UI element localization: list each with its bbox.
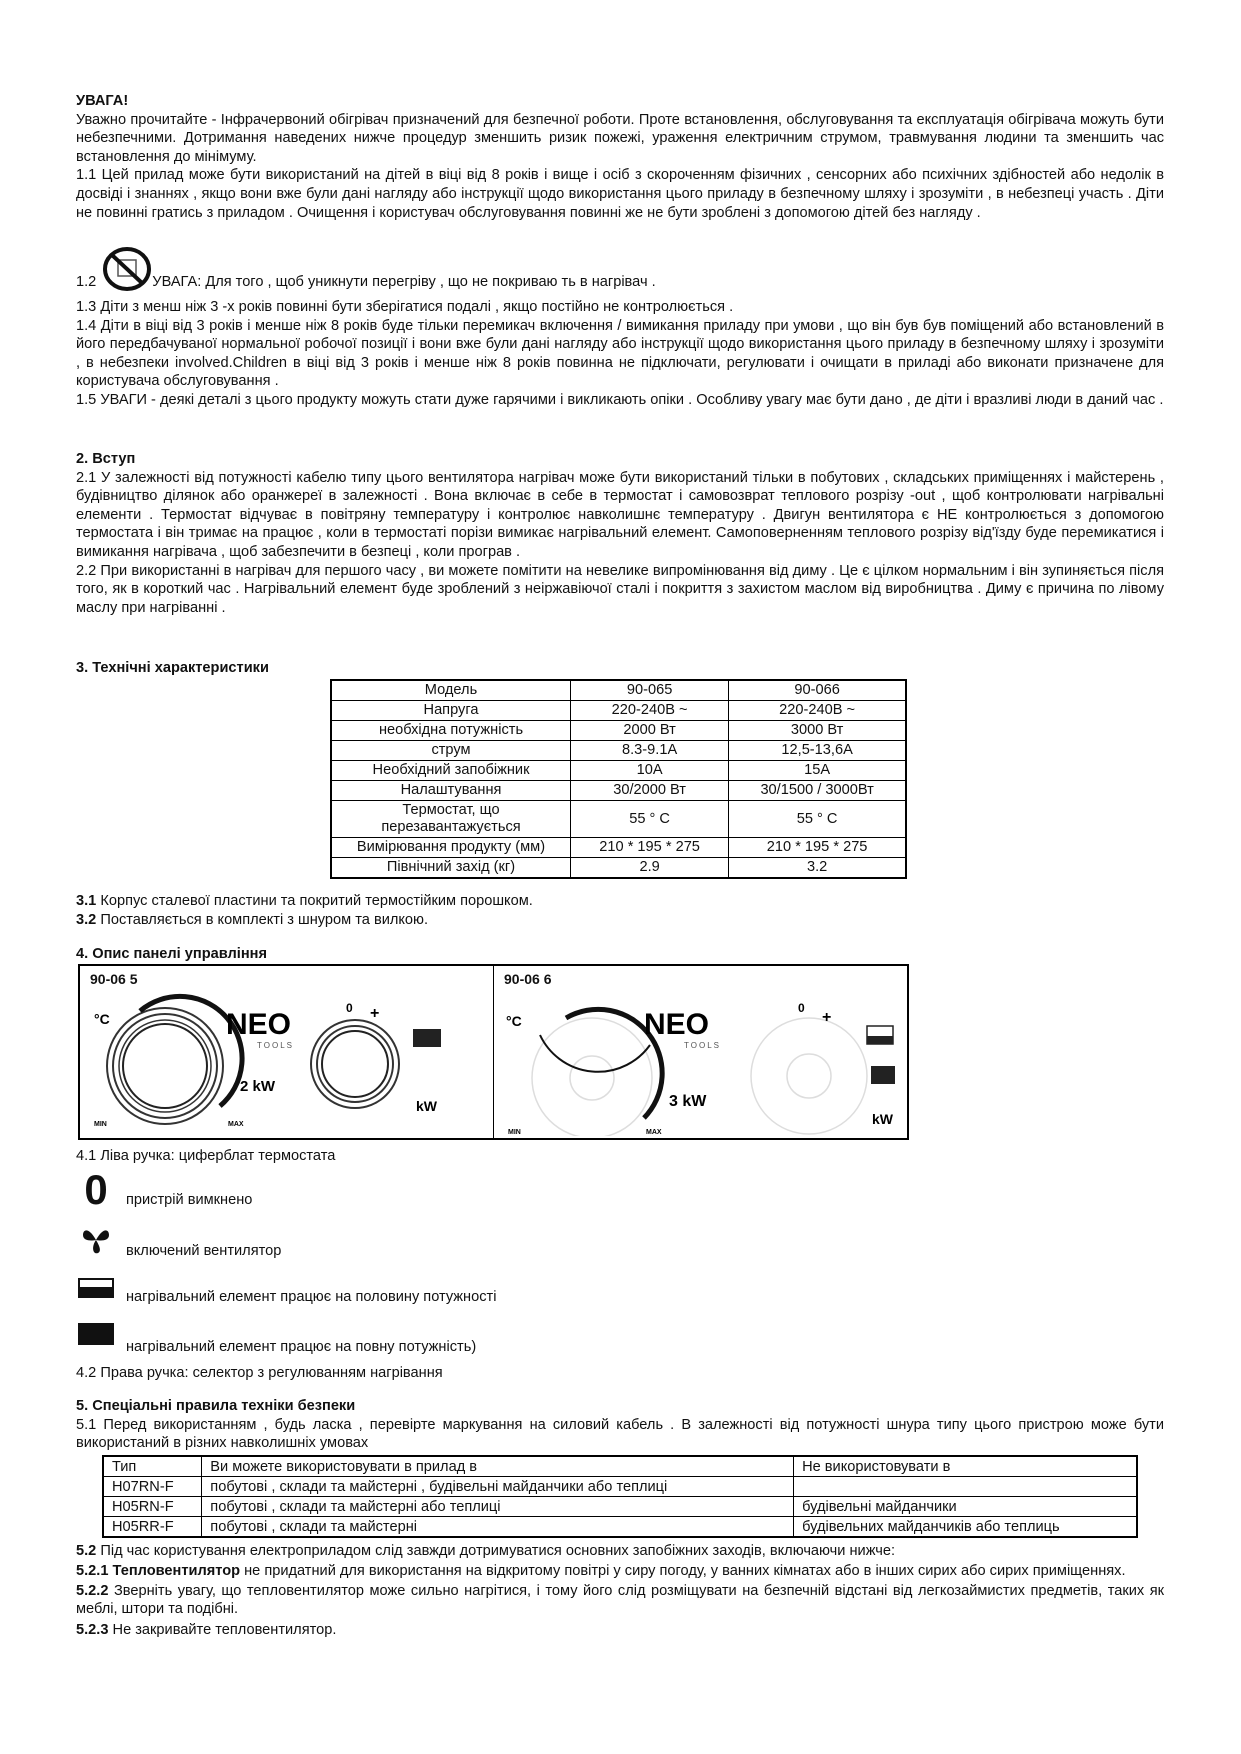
warning-intro: Уважно прочитайте - Інфрачервоний обігрівач призначений для безпечної роботи. Проте встановлення, обслуговування та експлуатація обігрівача можуть бути небезпечними. Дотримання наведених нижче процедур зменшить ризик пожежі, ураження електричним струмом, травмування людини та зменшить час встановлення до мінімуму. xyxy=(76,111,1164,165)
full-power-mark xyxy=(871,1066,895,1084)
control-panel-figure xyxy=(78,964,909,1140)
note-3-1-number: 3.1 xyxy=(76,893,97,909)
zero-glyph: 0 xyxy=(84,1166,108,1213)
section-warning xyxy=(76,92,1164,222)
neo-logo: NEO xyxy=(226,1008,292,1041)
celsius-label: °C xyxy=(506,1013,522,1029)
thermostat-dial xyxy=(532,1009,662,1136)
power-selector-dial xyxy=(311,1020,399,1108)
para-1-2-text: УВАГА: Для того , щоб уникнути перегріву , що не покриваю ть в нагрівач . xyxy=(152,274,656,291)
kw-label: kW xyxy=(416,1098,437,1114)
celsius-label: °C xyxy=(94,1011,110,1027)
off-label: 0 xyxy=(798,1001,805,1015)
min-label: MIN xyxy=(508,1129,521,1136)
cable-row xyxy=(103,1477,1137,1497)
para-4-2-text: 4.2 Права ручка: селектор з регулюванням нагрівання xyxy=(76,1365,443,1381)
specs-notes xyxy=(76,892,1164,929)
para-1-2-number: 1.2 xyxy=(76,274,97,291)
note-3-2-number: 3.2 xyxy=(76,911,97,928)
panel-90-065 xyxy=(80,966,493,1138)
para-5-2 xyxy=(76,1542,1164,1561)
note-3-1-text: Корпус сталевої пластини та покритий термостійким порошком. xyxy=(96,893,533,909)
fan-label: + xyxy=(822,1009,832,1026)
panel-90-066 xyxy=(493,966,907,1138)
para-1-2 xyxy=(76,246,1164,292)
para-4-1 xyxy=(76,1147,1164,1166)
specs-heading: 3. Технічні характеристики xyxy=(76,660,269,676)
min-label: MIN xyxy=(94,1121,107,1128)
section-safety xyxy=(76,1397,1164,1453)
para-1-3: 1.3 Діти з менш ніж 3 -х років повинні бути зберігатися подалі , якщо постійно не контролюється . xyxy=(76,299,734,315)
para-5-2-text: Під час користування електроприладом слід завжди дотримуватися основних запобіжних заходів, включаючи нижче: xyxy=(96,1543,896,1559)
table-cell: Північний захід (кг) xyxy=(331,858,571,879)
para-5-2-1-number: 5.2.1 Тепловентилятор xyxy=(76,1562,241,1579)
spec-row xyxy=(331,838,906,858)
spec-row xyxy=(331,858,906,879)
table-cell: H05RN-F xyxy=(103,1497,202,1517)
full-power-icon xyxy=(78,1323,114,1345)
para-2-2: 2.2 При використанні в нагрівач для першого часу , ви можете помітити на невелике випромінювання від диму . Це є цілком нормальним і він зупиняється після того, як в короткий час . Нагрівальний елемент буде зроблений з неіржавіючої сталі і покриття з захистом маслом від виробництва . Диму є причина по лівому маслу при нагріванні . xyxy=(76,562,1164,616)
zero-icon xyxy=(78,1168,114,1212)
intro-title: 2. Вступ xyxy=(76,451,136,467)
cable-table xyxy=(102,1455,1138,1538)
table-cell: 220-240В ~ xyxy=(571,701,729,721)
panel-model-label: 90-06 5 xyxy=(90,971,138,987)
table-cell: Вимірювання продукту (мм) xyxy=(331,838,571,858)
para-5-2-2-text: Зверніть увагу, що тепловентилятор може сильно нагрітися, і тому його слід розміщувати на безпечній відстані від легкозаймистих предметів, таких як меблі, штори та подібні. xyxy=(76,1582,1164,1618)
safety-rules xyxy=(76,1542,1164,1639)
half-power-icon xyxy=(78,1278,114,1298)
table-cell: 55 ° C xyxy=(729,801,906,838)
section-intro xyxy=(76,450,1164,617)
note-3-2-text: Поставляється в комплекті з шнуром та вилкою. xyxy=(96,911,429,928)
table-cell: 210 * 195 * 275 xyxy=(729,838,906,858)
fan-label: + xyxy=(370,1005,380,1022)
para-5-2-3 xyxy=(76,1621,1164,1640)
section-warning-cont xyxy=(76,298,1164,410)
table-cell: Термостат, що перезавантажується xyxy=(331,801,571,838)
spec-row xyxy=(331,761,906,781)
table-cell: будівельних майданчиків або теплиць xyxy=(794,1517,1137,1538)
table-cell: 90-066 xyxy=(729,680,906,701)
table-cell: 30/1500 / 3000Вт xyxy=(729,781,906,801)
table-cell xyxy=(794,1477,1137,1497)
legend-text: нагрівальний елемент працює на половину потужності xyxy=(126,1289,497,1305)
power-label: 3 kW xyxy=(669,1093,707,1110)
para-5-1: 5.1 Перед використанням , будь ласка , перевірте маркування на силовий кабель . В залежності від потужності шнура типу цього пристрою може бути використаний в різних навколишніх умовах xyxy=(76,1416,1164,1452)
table-cell: Напруга xyxy=(331,701,571,721)
table-cell: Необхідний запобіжник xyxy=(331,761,571,781)
specs-title xyxy=(76,659,1164,678)
kw-label: kW xyxy=(872,1111,893,1127)
table-cell: 10A xyxy=(571,761,729,781)
note-3-1 xyxy=(76,892,1164,911)
specs-table xyxy=(330,679,907,879)
panel-heading: 4. Опис панелі управління xyxy=(76,946,267,962)
table-cell: необхідна потужність xyxy=(331,721,571,741)
para-1-4: 1.4 Діти в віці від 3 років і менше ніж 8 років буде тільки перемикач включення / вимикання приладу при умови , що він був був поміщений або встановлений в його передбачуваної нормальної робочої позиції і вони вже були дані нагляду або інструкції щодо використання цього приладу в безпечному шляху і зрозуміти , в небезпеки involved.Children в віці від 3 років і менше ніж 8 років повинна не підключати, регулювати і очищати в приладі або виконати призначене для користувача обслуговування . xyxy=(76,317,1164,390)
legend-item xyxy=(78,1270,496,1307)
panel-title xyxy=(76,945,1164,964)
table-cell: 12,5-13,6A xyxy=(729,741,906,761)
para-4-2 xyxy=(76,1364,1164,1383)
legend-text: включений вентилятор xyxy=(126,1243,282,1259)
tools-logo: TOOLS xyxy=(257,1041,294,1050)
para-5-2-3-text: Не закривайте тепловентилятор. xyxy=(108,1621,337,1638)
fan-icon xyxy=(78,1225,114,1255)
off-label: 0 xyxy=(346,1001,353,1015)
safety-title: 5. Спеціальні правила техніки безпеки xyxy=(76,1398,356,1414)
thermostat-dial xyxy=(107,996,242,1124)
table-cell: 220-240В ~ xyxy=(729,701,906,721)
panel-drawing xyxy=(494,966,934,1136)
table-cell: 3000 Вт xyxy=(729,721,906,741)
max-label: MAX xyxy=(646,1129,662,1136)
table-cell: 15A xyxy=(729,761,906,781)
legend-item xyxy=(78,1168,252,1212)
panel-drawing xyxy=(80,966,470,1136)
table-cell: побутові , склади та майстерні або теплиці xyxy=(202,1497,794,1517)
para-5-2-number: 5.2 xyxy=(76,1543,97,1559)
spec-row xyxy=(331,781,906,801)
para-1-1: 1.1 Цей прилад може бути використаний на дітей в віці від 8 років і вище і осіб з скороченням фізичних , сенсорних або психічних здібностей або недолік в досвіді і знаннях , якщо вони вже були дані нагляду або інструкції щодо використання цього приладу в безпечному шляху і зрозуміти , в небезпеці участь . Діти не повинні гратись з приладом . Очищення і користувач обслуговування повинні же не бути зроблені з допомогою дітей без нагляду . xyxy=(76,167,1164,221)
spec-row xyxy=(331,701,906,721)
table-cell: 30/2000 Вт xyxy=(571,781,729,801)
table-cell: 55 ° C xyxy=(571,801,729,838)
table-cell: 2.9 xyxy=(571,858,729,879)
table-cell: H05RR-F xyxy=(103,1517,202,1538)
tools-logo: TOOLS xyxy=(684,1041,721,1050)
table-cell: будівельні майданчики xyxy=(794,1497,1137,1517)
full-power-mark xyxy=(413,1029,441,1047)
table-cell: струм xyxy=(331,741,571,761)
table-cell: H07RN-F xyxy=(103,1477,202,1497)
cable-row xyxy=(103,1517,1137,1538)
table-cell: Ви можете використовувати в прилад в xyxy=(202,1456,794,1477)
table-cell: 2000 Вт xyxy=(571,721,729,741)
para-5-2-3-number: 5.2.3 xyxy=(76,1621,109,1638)
legend-text: пристрій вимкнено xyxy=(126,1191,253,1208)
table-cell: 210 * 195 * 275 xyxy=(571,838,729,858)
para-5-2-2-number: 5.2.2 xyxy=(76,1582,109,1599)
spec-row xyxy=(331,741,906,761)
table-cell: Не використовувати в xyxy=(794,1456,1137,1477)
para-4-1-text: 4.1 Ліва ручка: циферблат термостата xyxy=(76,1148,336,1164)
para-5-2-1 xyxy=(76,1561,1164,1582)
power-label: 2 kW xyxy=(240,1078,276,1095)
power-selector-dial xyxy=(751,1018,867,1134)
half-power-fill xyxy=(867,1036,893,1044)
cable-row xyxy=(103,1456,1137,1477)
spec-row xyxy=(331,721,906,741)
spec-row xyxy=(331,801,906,838)
para-2-1: 2.1 У залежності від потужності кабелю типу цього вентилятора нагрівач може бути використаний тільки в побутових , складських приміщеннях і майстерень , будівництво ділянок або оранжереї в залежності . Вона включає в себе в термостат і самовозврат теплового розрізу -out , щоб контролювати нагрівальні елементи . Термостат відчуває в повітряну температуру і контролює навколишнє температуру . Двигун вентилятора є НЕ контролюється з допомогою термостата і він тримає на працює , коли в термостаті порізи вимикає нагрівальний елемент. Самоповерненням теплового розрізу від'їзду буде перемикатися і вимикання нагрівача , щоб забезпечити в безпеці , коли програв . xyxy=(76,469,1164,560)
panel-model-label: 90-06 6 xyxy=(504,971,552,987)
table-cell: 8.3-9.1A xyxy=(571,741,729,761)
table-cell: Тип xyxy=(103,1456,202,1477)
table-cell: побутові , склади та майстерні , будівельні майданчики або теплиці xyxy=(202,1477,794,1497)
table-cell: 90-065 xyxy=(571,680,729,701)
legend-text: нагрівальний елемент працює на повну потужність) xyxy=(126,1339,477,1355)
table-cell: Модель xyxy=(331,680,571,701)
table-cell: Налаштування xyxy=(331,781,571,801)
cable-row xyxy=(103,1497,1137,1517)
do-not-cover-icon xyxy=(102,246,152,292)
para-5-2-1-text: не придатний для використання на відкритому повітрі у сиру погоду, у ванних кімнатах або в інших сирих або сирих приміщеннях. xyxy=(240,1562,1126,1579)
warning-title: УВАГА! xyxy=(76,93,129,109)
neo-logo: NEO xyxy=(644,1008,710,1041)
spec-row xyxy=(331,680,906,701)
table-cell: 3.2 xyxy=(729,858,906,879)
para-1-5: 1.5 УВАГИ - деякі деталі з цього продукту можуть стати дуже гарячими і викликають опіки . Особливу увагу має бути дано , де діти і вразливі люди в даний час . xyxy=(76,391,1164,408)
table-cell: побутові , склади та майстерні xyxy=(202,1517,794,1538)
legend-item xyxy=(78,1220,281,1261)
legend-item xyxy=(78,1312,476,1357)
para-5-2-2 xyxy=(76,1582,1164,1619)
max-label: MAX xyxy=(228,1121,244,1128)
note-3-2 xyxy=(76,911,1164,930)
